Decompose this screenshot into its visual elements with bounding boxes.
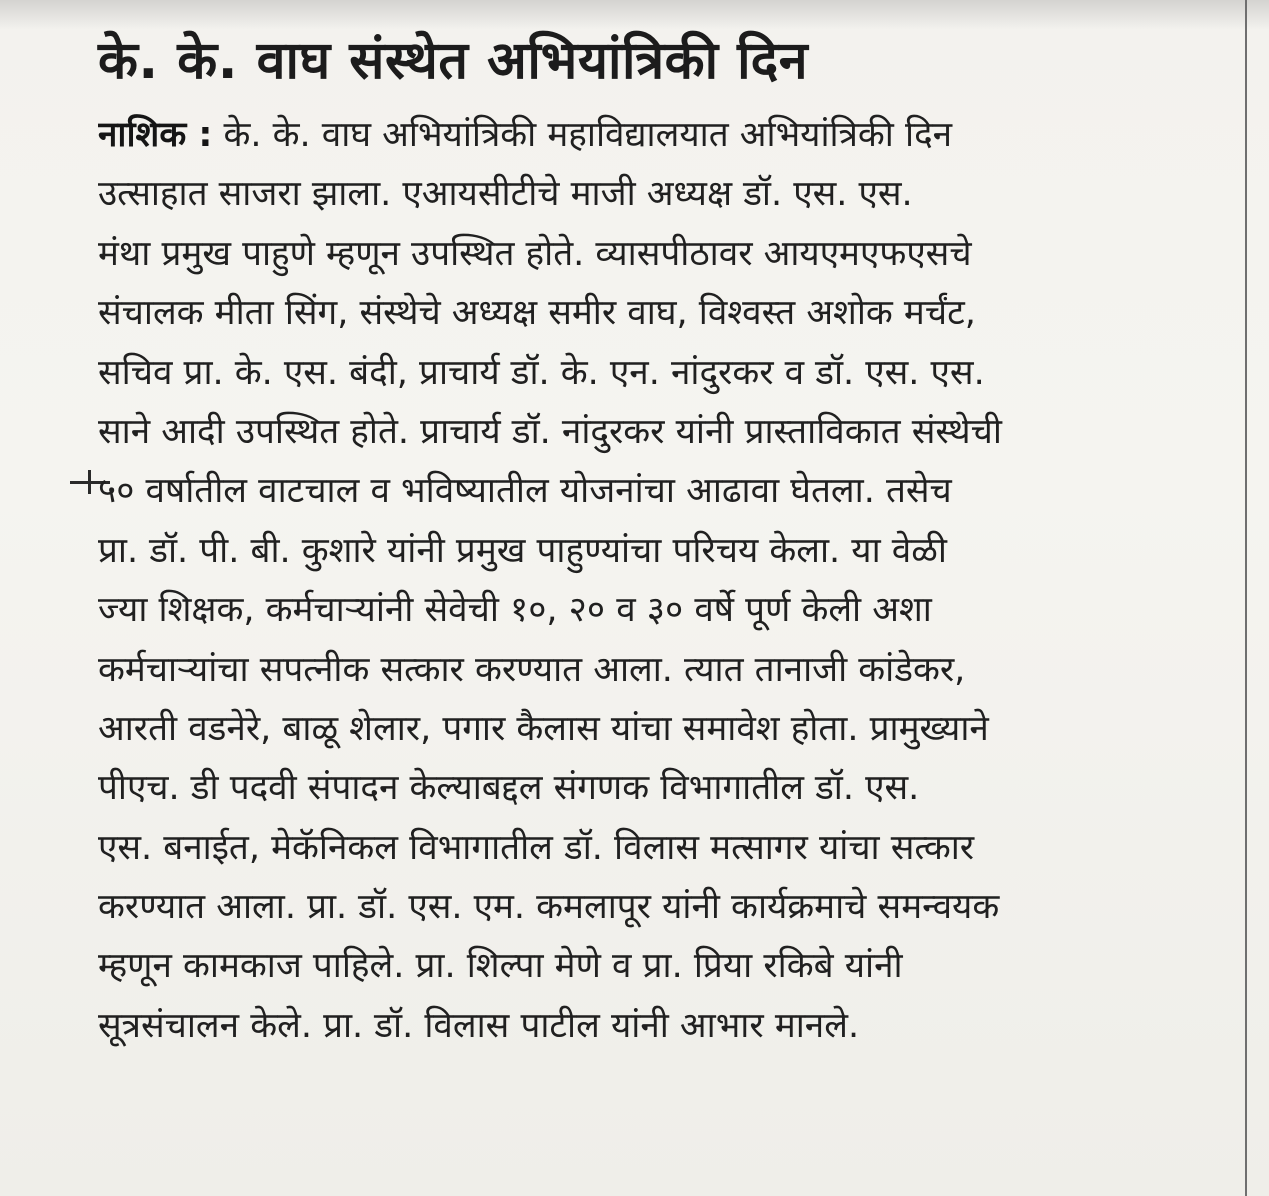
article-headline: के. के. वाघ संस्थेत अभियांत्रिकी दिन <box>98 31 809 91</box>
article-line: प्रा. डॉ. पी. बी. कुशारे यांनी प्रमुख पाहुण्यांचा परिचय केला. या वेळी <box>98 530 947 571</box>
article-line: म्हणून कामकाज पाहिले. प्रा. शिल्पा मेणे व प्रा. प्रिया रकिबे यांनी <box>98 946 903 987</box>
column-rule <box>1245 0 1247 1196</box>
article-line: कर्मचाऱ्यांचा सपत्नीक सत्कार करण्यात आला. त्यात तानाजी कांडेकर, <box>98 649 966 690</box>
registration-mark-vertical <box>88 470 91 494</box>
article-line: सूत्रसंचालन केले. प्रा. डॉ. विलास पाटील यांनी आभार मानले. <box>98 1005 860 1046</box>
article-line: करण्यात आला. प्रा. डॉ. एस. एम. कमलापूर यांनी कार्यक्रमाचे समन्वयक <box>98 887 1000 928</box>
article-line: एस. बनाईत, मेकॅनिकल विभागातील डॉ. विलास मत्सागर यांचा सत्कार <box>98 827 975 868</box>
article-line: उत्साहात साजरा झाला. एआयसीटीचे माजी अध्यक्ष डॉ. एस. एस. <box>98 174 913 215</box>
article-line-text: के. के. वाघ अभियांत्रिकी महाविद्यालयात अभियांत्रिकी दिन <box>212 115 953 155</box>
article-line: मंथा प्रमुख पाहुणे म्हणून उपस्थित होते. व्यासपीठावर आयएमएफएसचे <box>98 233 972 274</box>
article-line: ज्या शिक्षक, कर्मचाऱ्यांनी सेवेची १०, २० व ३० वर्षे पूर्ण केली अशा <box>98 590 932 631</box>
article-line: सचिव प्रा. के. एस. बंदी, प्राचार्य डॉ. के. एन. नांदुरकर व डॉ. एस. एस. <box>98 352 985 393</box>
article-line: पीएच. डी पदवी संपादन केल्याबद्दल संगणक विभागातील डॉ. एस. <box>98 768 920 809</box>
article <box>98 30 1218 1056</box>
article-line: साने आदी उपस्थित होते. प्राचार्य डॉ. नांदुरकर यांनी प्रास्ताविकात संस्थेची <box>98 411 1002 452</box>
article-body <box>98 106 1218 1056</box>
article-dateline: नाशिक : <box>98 115 213 155</box>
article-line: ५० वर्षातील वाटचाल व भविष्यातील योजनांचा आढावा घेतला. तसेच <box>98 471 952 512</box>
article-line: आरती वडनेरे, बाळू शेलार, पगार कैलास यांचा समावेश होता. प्रामुख्याने <box>98 708 989 749</box>
article-line: संचालक मीता सिंग, संस्थेचे अध्यक्ष समीर वाघ, विश्वस्त अशोक मर्चंट, <box>98 293 976 334</box>
article-line <box>98 106 1218 165</box>
top-shadow <box>0 0 1269 30</box>
